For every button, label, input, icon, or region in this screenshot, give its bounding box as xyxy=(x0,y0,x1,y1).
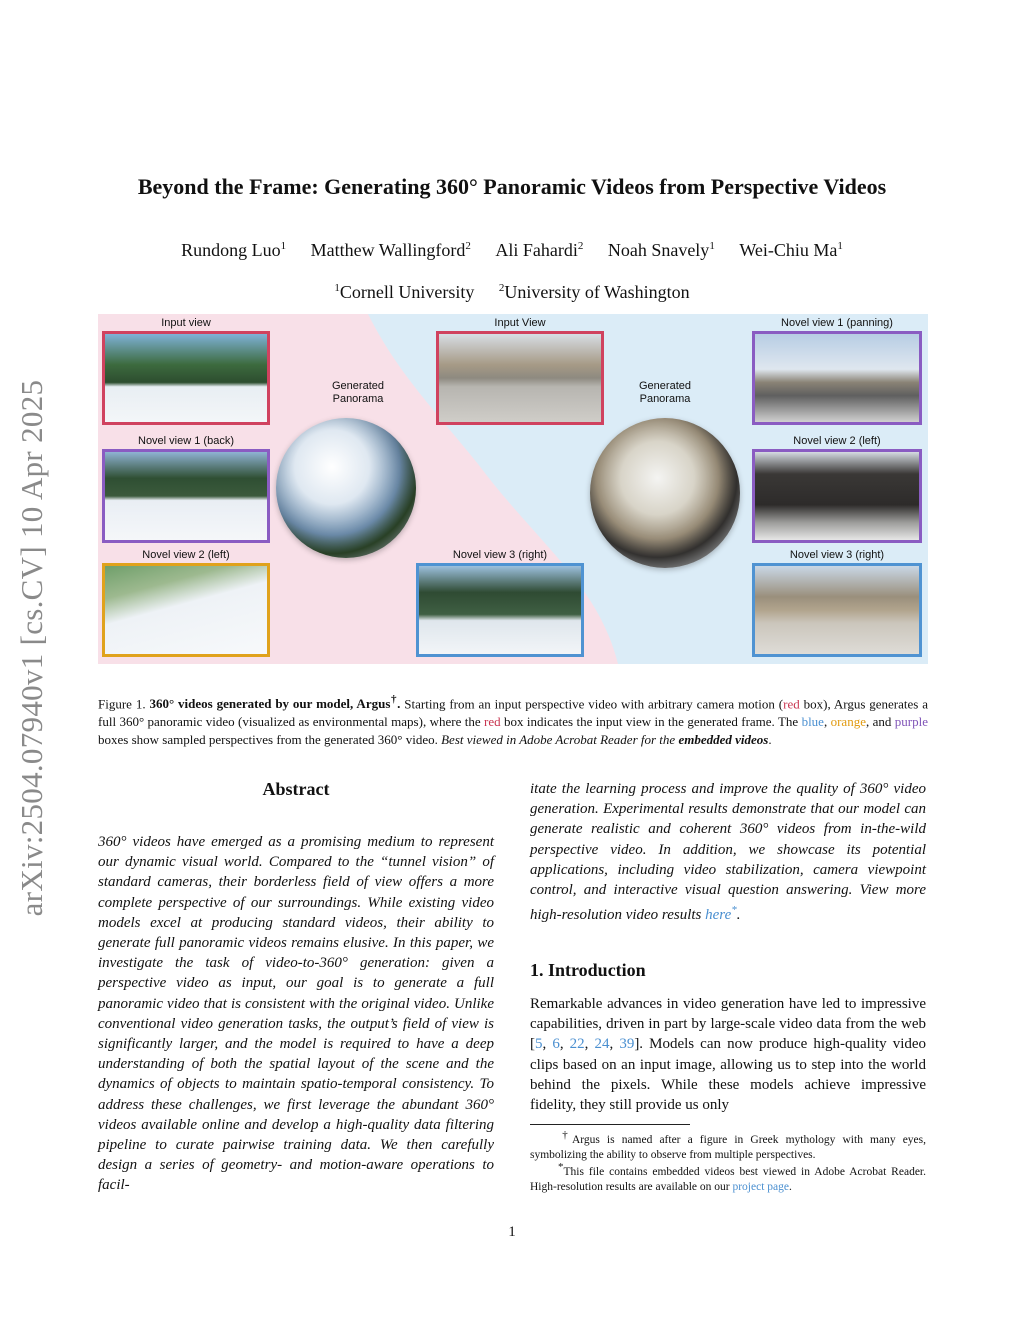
label-generated-panorama-left: Generated Panorama xyxy=(332,380,384,405)
caption-purple-word: purple xyxy=(894,714,928,730)
novel-view-right-thumbnail xyxy=(416,563,584,657)
label-generated-panorama-right: Generated Panorama xyxy=(639,380,691,405)
citation-link[interactable]: 24 xyxy=(594,1036,610,1053)
label-novel-view-back: Novel view 1 (back) xyxy=(138,435,234,447)
label-input-view: Input view xyxy=(161,317,211,329)
novel-view-left-road-thumbnail xyxy=(752,449,922,543)
abstract-heading: Abstract xyxy=(262,779,330,799)
paper-title: Beyond the Frame: Generating 360° Panoramic Videos from Perspective Videos xyxy=(137,174,887,199)
affiliation-list xyxy=(60,282,964,303)
author: Wei-Chiu Ma$^1$ xyxy=(739,240,843,260)
label-novel-view-right-road: Novel view 3 (right) xyxy=(789,549,885,561)
caption-red-word: red xyxy=(484,714,501,730)
arxiv-identifier: arXiv:2504.07940v1 [cs.CV] 10 Apr 2025 xyxy=(14,379,49,917)
results-link[interactable]: here xyxy=(705,907,732,924)
caption-label: Figure 1. xyxy=(98,696,150,712)
footnote-divider xyxy=(530,1124,690,1125)
affiliation: $^1$Cornell University xyxy=(334,282,475,302)
citation-link[interactable]: 5 xyxy=(535,1036,543,1053)
figure-caption: Figure 1. 360° videos generated by our model, Argus†. Starting from an input perspective video with arbitrary camera motion (red box), Argus generates a full 360° panoramic video (visualized as environmental maps), where the red box indicates the input view in the generated frame. The blue, orange, and purple boxes show sampled perspectives from the generated 360° video. Best viewed in Adobe Acrobat Reader for the embedded videos. xyxy=(98,694,929,748)
teaser-figure xyxy=(98,314,928,664)
novel-view-panning-thumbnail xyxy=(752,331,922,425)
input-view-thumbnail xyxy=(102,331,270,425)
footnote-argus: †Argus is named after a figure in Greek mythology with many eyes, symbolizing the ability to observe from multiple perspectives. xyxy=(530,1129,926,1162)
road-input-view-thumbnail xyxy=(436,331,604,425)
author: Ali Fahardi$^2$ xyxy=(495,240,584,260)
panorama-sphere-left xyxy=(276,418,416,558)
panorama-sphere-right xyxy=(590,418,740,568)
citation-link[interactable]: 39 xyxy=(619,1036,635,1053)
project-page-link[interactable]: project page xyxy=(732,1181,789,1194)
novel-view-back-thumbnail xyxy=(102,449,270,543)
author: Noah Snavely$^1$ xyxy=(607,240,715,260)
label-novel-view-panning: Novel view 1 (panning) xyxy=(781,317,893,329)
citation-link[interactable]: 6 xyxy=(552,1036,560,1053)
caption-bold: 360° videos generated by our model, Argus†. xyxy=(149,694,401,712)
label-input-view-road: Input View xyxy=(494,317,546,329)
caption-orange-word: orange xyxy=(830,714,866,730)
caption-italic-note: Best viewed in Adobe Acrobat Reader for the embedded videos xyxy=(441,732,769,748)
author-list xyxy=(60,240,964,261)
novel-view-left-thumbnail xyxy=(102,563,270,657)
author: Matthew Wallingford$^2$ xyxy=(310,240,471,260)
label-novel-view-left: Novel view 2 (left) xyxy=(142,549,230,561)
novel-view-right-road-thumbnail xyxy=(752,563,922,657)
introduction-text: Remarkable advances in video generation have led to impressive capabilities, driven in part by large-scale video data from the web [5, 6, 22, 24, 39]. Models can now produce high-quality video clips based on an input image, allowing us to step into the world behind the pixels. While these models achieve impressive fidelity, they still provide us only xyxy=(530,996,927,1114)
affiliation: $^2$University of Washington xyxy=(498,282,690,302)
label-novel-view-right: Novel view 3 (right) xyxy=(452,549,548,561)
footnote-videos: *This file contains embedded videos best viewed in Adobe Acrobat Reader. High-resolution results are available on our project page. xyxy=(530,1161,926,1194)
author: Rundong Luo$^1$ xyxy=(181,240,287,260)
caption-blue-word: blue xyxy=(801,714,824,730)
section-heading-introduction: 1. Introduction xyxy=(530,960,646,980)
citation-link[interactable]: 22 xyxy=(569,1036,585,1053)
label-novel-view-left-road: Novel view 2 (left) xyxy=(793,435,881,447)
abstract-text-right: itate the learning process and improve the quality of 360° video generation. Experimental results demonstrate that our model can generate realistic and coherent 360° videos from in-the-wild perspective video. In addition, we showcase its potential applications, including video stabilization, camera viewpoint control, and interactive visual question answering. View more high-resolution video results here*. xyxy=(530,781,926,924)
abstract-text-left: 360° videos have emerged as a promising medium to represent our dynamic visual world. Compared to the “tunnel vision” of standard cameras, their borderless field of view offers a more complete perspective of our surroundings. While existing video models excel at producing standard videos, their ability to generate full panoramic videos remains elusive. In this paper, we investigate the task of video-to-360° generation: given a perspective video as input, our goal is to generate a full panoramic video that is consistent with the original video. Unlike conventional video generation tasks, the output’s field of view is significantly larger, and the model is required to have a deep understanding of both the spatial layout of the scene and the dynamics of objects to maintain spatio-temporal consistency. To address these challenges, we first leverage the abundant 360° videos available online and develop a high-quality data filtering pipeline to curate pairwise training data. We then carefully design a series of geometry- and motion-aware operations to facil- xyxy=(98,834,494,1194)
page-number: 1 xyxy=(508,1224,516,1240)
caption-red-word: red xyxy=(783,696,800,712)
